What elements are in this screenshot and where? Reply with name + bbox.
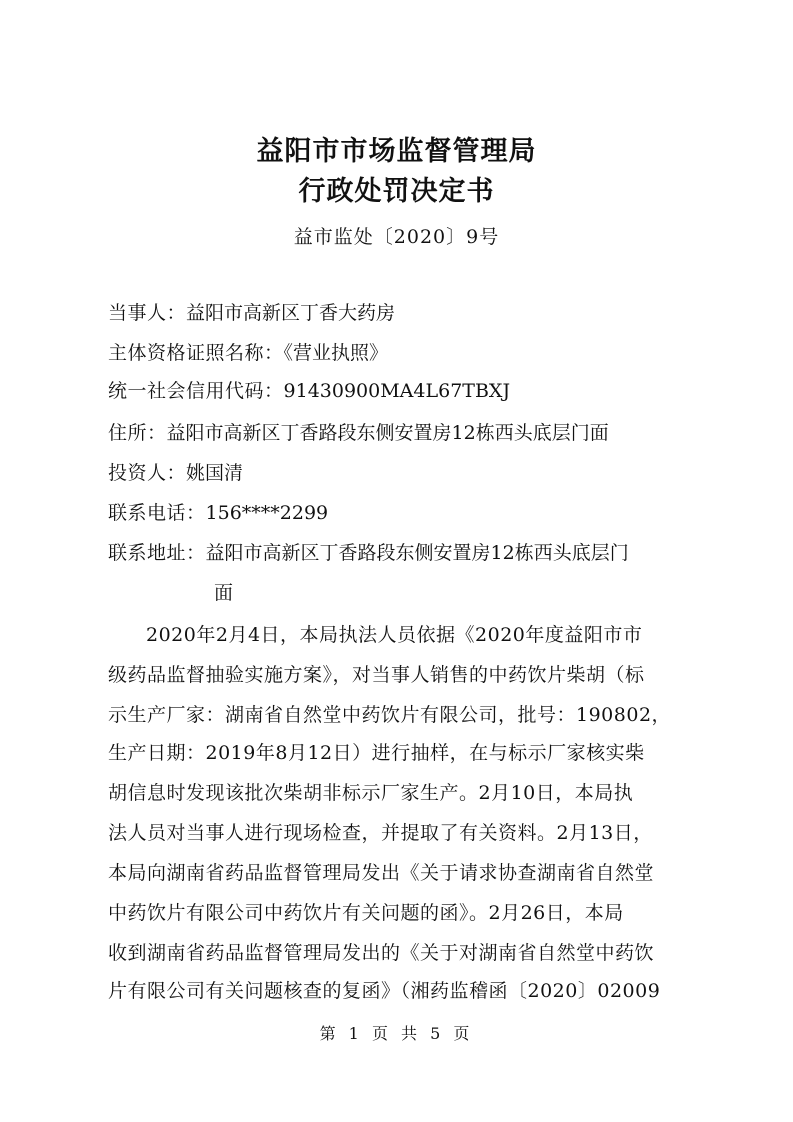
address-label: 住所： [108,422,167,444]
body-paragraph-line: 生产日期：2019年8月12日）进行抽样，在与标示厂家核实柴 [108,742,645,764]
party-name-value: 益阳市高新区丁香大药房 [186,302,396,324]
body-paragraph-line: 级药品监督抽验实施方案》，对当事人销售的中药饮片柴胡（标 [108,664,645,686]
phone-value: 156****2299 [205,502,329,524]
document-number: 益市监处〔2020〕9号 [293,226,500,248]
qualification-label: 主体资格证照名称： [108,342,284,364]
qualification-value: 《营业执照》 [283,342,389,364]
investor-value: 姚国清 [186,462,244,484]
page-number-footer: 第 1 页 共 5 页 [319,1024,474,1043]
contact-address-value: 益阳市高新区丁香路段东侧安置房12栋西头底层门 [205,542,629,564]
credit-code-row [108,376,708,406]
investor-row [108,458,708,488]
credit-code-value: 91430900MA4L67TBXJ [283,380,511,402]
party-name-row [108,298,708,328]
document-title-type: 行政处罚决定书 [298,176,495,207]
body-paragraph-line: 2020年2月4日，本局执法人员依据《2020年度益阳市市 [146,624,643,646]
body-paragraph-line: 片有限公司有关问题核查的复函》（湘药监稽函〔2020〕02009 [108,980,661,1002]
phone-label: 联系电话： [108,502,206,524]
phone-row [108,498,708,528]
contact-address-continuation: 面 [214,582,234,604]
investor-label: 投资人： [108,462,187,484]
body-paragraph-line: 收到湖南省药品监督管理局发出的《关于对湖南省自然堂中药饮 [108,942,655,964]
address-row [108,418,708,448]
body-paragraph-line: 中药饮片有限公司中药饮片有关问题的函》。2月26日，本局 [108,902,624,924]
qualification-row [108,338,708,368]
body-paragraph-line: 胡信息时发现该批次柴胡非标示厂家生产。2月10日，本局执 [108,782,634,804]
body-paragraph-line: 本局向湖南省药品监督管理局发出《关于请求协查湖南省自然堂 [108,862,655,884]
party-name-label: 当事人： [108,302,187,324]
credit-code-label: 统一社会信用代码： [108,380,284,402]
contact-address-label: 联系地址： [108,542,206,564]
body-paragraph-line: 示生产厂家：湖南省自然堂中药饮片有限公司，批号：190802， [108,704,672,726]
address-value: 益阳市高新区丁香路段东侧安置房12栋西头底层门面 [166,422,609,444]
document-title-agency: 益阳市市场监督管理局 [256,136,537,167]
contact-address-row [108,538,708,568]
body-paragraph-line: 法人员对当事人进行现场检查，并提取了有关资料。2月13日， [108,822,653,844]
